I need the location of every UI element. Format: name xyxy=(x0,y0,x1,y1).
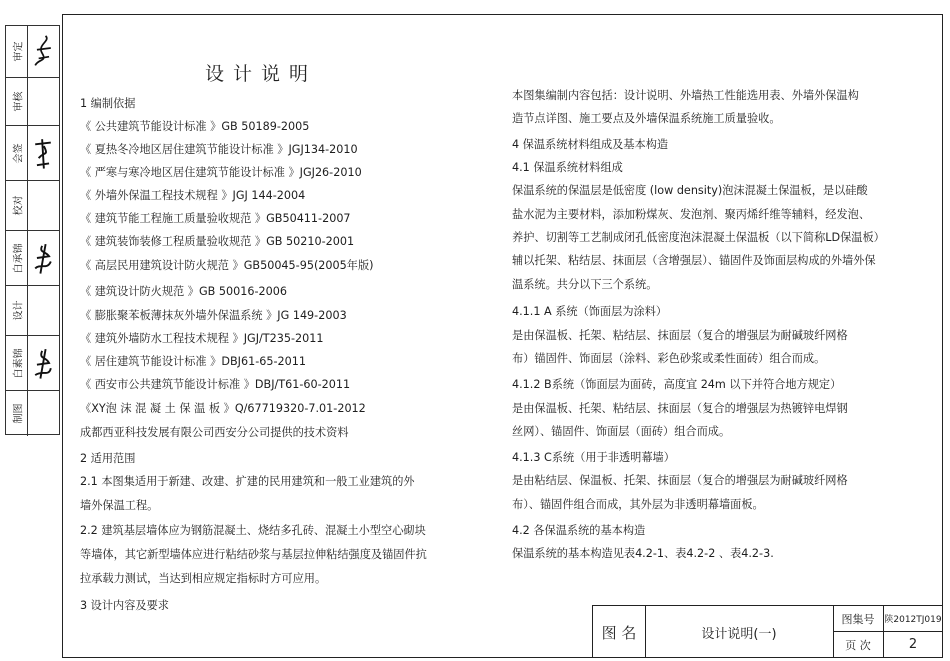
text-line: 《 建筑外墙防水工程技术规程 》JGJ/T235-2011 xyxy=(80,332,324,345)
text-line: 墙外保温工程。 xyxy=(80,499,159,512)
text-line: 《 夏热冬冷地区居住建筑节能设计标准 》JGJ134-2010 xyxy=(80,143,358,156)
strip-cell-check xyxy=(6,181,59,231)
text-line: 《 建筑节能工程施工质量验收规范 》GB50411-2007 xyxy=(80,212,351,225)
text-line: 2.1 本图集适用于新建、改建、扩建的民用建筑和一般工业建筑的外 xyxy=(80,475,415,488)
strip-label: 设计 xyxy=(13,300,24,321)
text-line: 造节点详图、施工要点及外墙保温系统施工质量验收。 xyxy=(512,112,781,125)
text-line: 是由保温板、托架、粘结层、抹面层（复合的增强层为热镀锌电焊钢 xyxy=(512,402,848,415)
strip-label: 审定 xyxy=(13,41,24,62)
text-line: 3 设计内容及要求 xyxy=(80,599,169,612)
signature-image xyxy=(30,235,56,281)
page-title: 设计说明 xyxy=(205,63,318,85)
text-line: 温系统。共分以下三个系统。 xyxy=(512,278,658,291)
signature-image xyxy=(30,340,56,386)
text-line: 《 膨胀聚苯板薄抹灰外墙外保温系统 》JG 149-2003 xyxy=(80,309,347,322)
text-line: 《 居住建筑节能设计标准 》DBJ61-65-2011 xyxy=(80,355,306,368)
strip-cell-review-final xyxy=(6,26,59,78)
strip-cell-countersign xyxy=(6,126,59,181)
text-line: 4 保温系统材料组成及基本构造 xyxy=(512,138,669,151)
atlas-no-value: 陕2012TJ019 xyxy=(884,615,942,625)
strip-label: 白承锦 xyxy=(13,243,24,273)
text-line: 是由保温板、托架、粘结层、抹面层（复合的增强层为耐碱玻纤网格 xyxy=(512,329,848,342)
strip-cell-design xyxy=(6,286,59,336)
text-line: 保温系统的保温层是低密度 (low density)泡沫混凝土保温板，是以硅酸 xyxy=(512,184,868,197)
figure-name-label: 图 名 xyxy=(601,623,637,642)
text-line: 《 高层民用建筑设计防火规范 》GB50045-95(2005年版) xyxy=(80,259,374,272)
text-line: 《 外墙外保温工程技术规程 》JGJ 144-2004 xyxy=(80,189,306,202)
text-line: 4.2 各保温系统的基本构造 xyxy=(512,524,646,537)
strip-label: 校对 xyxy=(13,195,24,216)
strip-label: 制图 xyxy=(13,403,24,424)
text-line: 成都西亚科技发展有限公司西安分公司提供的技术资料 xyxy=(80,426,349,439)
strip-label: 会签 xyxy=(13,143,24,163)
text-line: 4.1 保温系统材料组成 xyxy=(512,161,623,174)
strip-cell-bai-chengjin xyxy=(6,231,59,286)
text-line: 本图集编制内容包括：设计说明、外墙热工性能选用表、外墙外保温构 xyxy=(512,89,859,102)
text-line: 《 建筑装饰装修工程质量验收规范 》GB 50210-2001 xyxy=(80,235,355,248)
text-line: 丝网）、锚固件、饰面层（面砖）组合而成。 xyxy=(512,425,731,438)
signature-image xyxy=(30,30,56,73)
text-line: 是由粘结层、保温板、托架、抹面层（复合的增强层为耐碱玻纤网格 xyxy=(512,474,848,487)
text-line: 布）、锚固件组合而成，其外层为非透明幕墙面板。 xyxy=(512,498,764,511)
text-line: 4.1.1 A 系统（饰面层为涂料） xyxy=(512,305,668,318)
text-line: 养护、切割等工艺制成闭孔低密度泡沫混凝土保温板（以下简称LD保温板） xyxy=(512,231,885,244)
text-line: 《 严寒与寒冷地区居住建筑节能设计标准 》JGJ26-2010 xyxy=(80,166,362,179)
text-line: 布）锚固件、饰面层（涂料、彩色砂浆或柔性面砖）组合而成。 xyxy=(512,352,826,365)
text-line: 等墙体，其它新型墙体应进行粘结砂浆与基层拉伸粘结强度及锚固件抗 xyxy=(80,548,427,561)
text-line: 《 公共建筑节能设计标准 》GB 50189-2005 xyxy=(80,120,310,133)
approval-strip xyxy=(5,25,60,435)
text-line: 辅以托架、粘结层、抹面层（含增强层）、锚固件及饰面层构成的外墙外保 xyxy=(512,254,876,267)
strip-label: 审核 xyxy=(13,91,24,112)
text-line: 《 西安市公共建筑节能设计标准 》DBJ/T61-60-2011 xyxy=(80,378,351,391)
page-number: 2 xyxy=(908,637,918,652)
strip-label: 白素锦 xyxy=(13,348,24,378)
text-line: 保温系统的基本构造见表4.2-1、表4.2-2 、表4.2-3. xyxy=(512,547,774,560)
signature-image xyxy=(30,130,56,176)
text-line: 4.1.2 B系统（饰面层为面砖，高度宜 24m 以下并符合地方规定） xyxy=(512,378,842,391)
figure-name-value: 设计说明(一) xyxy=(701,626,777,642)
text-line: 《 建筑设计防火规范 》GB 50016-2006 xyxy=(80,285,287,298)
text-line: 《XY泡 沫 混 凝 土 保 温 板 》Q/67719320-7.01-2012 xyxy=(80,402,366,415)
strip-cell-bai-sujin xyxy=(6,336,59,391)
title-block xyxy=(592,605,943,658)
text-line: 4.1.3 C系统（用于非透明幕墙） xyxy=(512,451,675,464)
strip-cell-audit xyxy=(6,78,59,126)
page-label: 页 次 xyxy=(845,638,871,652)
text-line: 盐水泥为主要材料，添加粉煤灰、发泡剂、聚丙烯纤维等辅料，经发泡、 xyxy=(512,208,871,221)
text-line: 2 适用范围 xyxy=(80,452,136,465)
atlas-no-label: 图集号 xyxy=(841,612,875,626)
text-line: 2.2 建筑基层墙体应为钢筋混凝土、烧结多孔砖、混凝土小型空心砌块 xyxy=(80,524,426,537)
text-line: 拉承载力测试，当达到相应规定指标时方可应用。 xyxy=(80,572,327,585)
text-line: 1 编制依据 xyxy=(80,97,136,110)
strip-cell-drawing xyxy=(6,391,59,436)
